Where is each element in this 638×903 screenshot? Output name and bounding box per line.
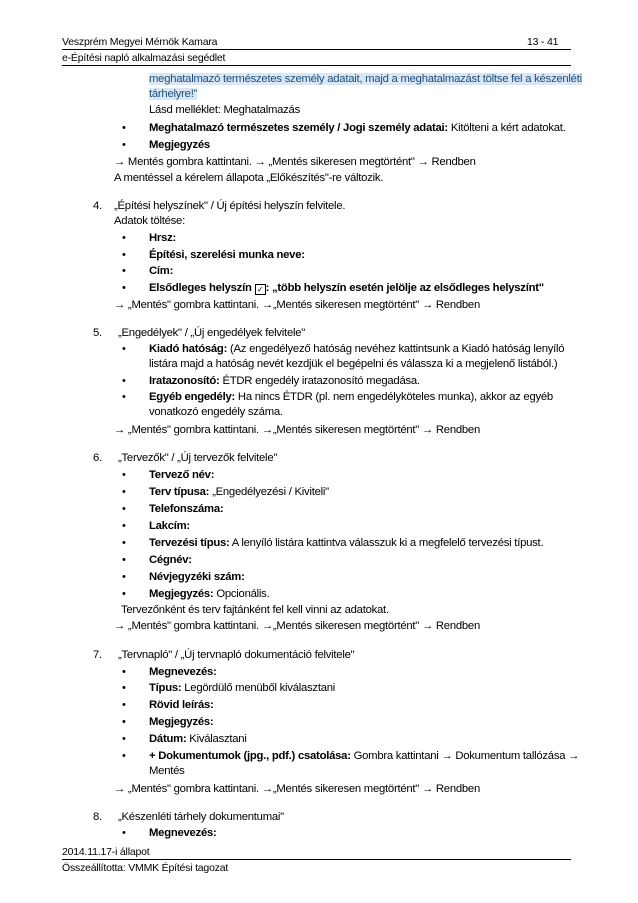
bullet-dot: • bbox=[122, 139, 126, 151]
bullet-dot: • bbox=[122, 469, 126, 481]
bullet-dot: • bbox=[122, 750, 126, 762]
bullet-dot: • bbox=[122, 699, 126, 711]
bullet-dot: • bbox=[122, 588, 126, 600]
bullet-dot: • bbox=[122, 265, 126, 277]
bullet-dot: • bbox=[122, 554, 126, 566]
section-5-title: „Engedélyek" / „Új engedélyek felvitele" bbox=[118, 327, 306, 339]
s7-item-attach-docs-cont: Mentés bbox=[149, 765, 185, 777]
s5-item-authority: Kiadó hatóság: (Az engedélyező hatóság nevéhez kattintsunk a Kiadó hatóság lenyíló bbox=[149, 343, 565, 355]
s7-item-date: Dátum: Kiválasztani bbox=[149, 733, 247, 745]
section-7-number: 7. bbox=[93, 649, 102, 661]
s6-item-designer-name: Tervező név: bbox=[149, 469, 215, 481]
s6-item-registry-number: Névjegyzéki szám: bbox=[149, 571, 245, 583]
s6-item-phone: Telefonszáma: bbox=[149, 503, 224, 515]
section-8-title: „Készenléti tárhely dokumentumai" bbox=[118, 811, 284, 823]
bullet-dot: • bbox=[122, 282, 126, 294]
bullet-dot: • bbox=[122, 503, 126, 515]
bullet-dot: • bbox=[122, 391, 126, 403]
bullet-dot: • bbox=[122, 537, 126, 549]
s5-item-authority-cont: listára majd a hatóság nevét kezdjük el begépelni és válassza ki a megjelenő listából.) bbox=[149, 358, 558, 370]
footer-rule bbox=[62, 859, 571, 860]
s4-item-address: Cím: bbox=[149, 265, 174, 277]
section-8-number: 8. bbox=[93, 811, 102, 823]
footer-author: Összeállította: VMMK Építési tagozat bbox=[62, 862, 229, 874]
header-rule bbox=[62, 49, 571, 50]
s7-item-type: Típus: Legördülő menüből kiválasztani bbox=[149, 682, 336, 694]
section-7-title: „Tervnapló" / „Új tervnapló dokumentáció felvitele" bbox=[118, 649, 355, 661]
bullet-dot: • bbox=[122, 827, 126, 839]
header-org: Veszprém Megyei Mérnök Kamara bbox=[62, 36, 218, 48]
s7-item-attach-docs: + Dokumentumok (jpg., pdf.) csatolása: Gombra kattintani → Dokumentum tallózása → bbox=[149, 750, 580, 762]
bullet-dot: • bbox=[122, 520, 126, 532]
section-6-title: „Tervezők" / „Új tervezők felvitele" bbox=[118, 452, 278, 464]
intro-item-2: Megjegyzés bbox=[149, 139, 210, 151]
s5-item-doc-id: Iratazonosító: ÉTDR engedély iratazonosító megadása. bbox=[149, 375, 420, 387]
section-6-note: Tervezőnként és terv fajtánként fel kell vinni az adatokat. bbox=[121, 604, 389, 616]
section-7-save-steps: → „Mentés" gombra kattintani. →„Mentés sikeresen megtörtént" → Rendben bbox=[114, 783, 480, 795]
section-6-save-steps: → „Mentés" gombra kattintani. →„Mentés sikeresen megtörtént" → Rendben bbox=[114, 620, 480, 632]
s6-item-company: Cégnév: bbox=[149, 554, 192, 566]
section-6-number: 6. bbox=[93, 452, 102, 464]
section-5-save-steps: → „Mentés" gombra kattintani. →„Mentés sikeresen megtörtént" → Rendben bbox=[114, 424, 480, 436]
s7-item-short-desc: Rövid leírás: bbox=[149, 699, 214, 711]
bullet-dot: • bbox=[122, 249, 126, 261]
s6-item-note: Megjegyzés: Opcionális. bbox=[149, 588, 270, 600]
bullet-dot: • bbox=[122, 486, 126, 498]
s4-item-primary-site: Elsődleges helyszín ✓ : „több helyszín esetén jelölje az elsődleges helyszínt" bbox=[149, 282, 544, 294]
s5-item-other-permit-cont: vonatkozó engedély száma. bbox=[149, 406, 283, 418]
s6-item-address: Lakcím: bbox=[149, 520, 190, 532]
intro-save-steps: → Mentés gombra kattintani. → „Mentés sikeresen megtörtént" → Rendben bbox=[114, 156, 476, 168]
footer-date: 2014.11.17-i állapot bbox=[62, 846, 150, 858]
s7-item-name: Megnevezés: bbox=[149, 666, 217, 678]
page-number: 13 - 41 bbox=[527, 36, 559, 48]
bullet-dot: • bbox=[122, 232, 126, 244]
section-4-title: „Építési helyszínek" / Új építési helyszín felvitele. bbox=[114, 200, 346, 212]
section-4-subtitle: Adatok töltése: bbox=[114, 215, 185, 227]
bullet-dot: • bbox=[122, 682, 126, 694]
bullet-dot: • bbox=[122, 733, 126, 745]
attachment-note: Lásd melléklet: Meghatalmazás bbox=[149, 104, 300, 116]
bullet-dot: • bbox=[122, 716, 126, 728]
bullet-dot: • bbox=[122, 375, 126, 387]
highlight-line-2: tárhelyre!" bbox=[149, 88, 198, 100]
section-5-number: 5. bbox=[93, 327, 102, 339]
checkbox-icon: ✓ bbox=[255, 284, 266, 295]
bullet-dot: • bbox=[122, 343, 126, 355]
s6-item-design-type: Tervezési típus: A lenyíló listára kattintva válasszuk ki a megfelelő tervezési típust. bbox=[149, 537, 544, 549]
highlight-line-1: meghatalmazó természetes személy adatait, majd a meghatalmazást töltse fel a készenléti bbox=[149, 73, 582, 85]
section-4-save-steps: → „Mentés" gombra kattintani. →„Mentés sikeresen megtörtént" → Rendben bbox=[114, 299, 480, 311]
section-4-number: 4. bbox=[93, 200, 102, 212]
s7-item-note: Megjegyzés: bbox=[149, 716, 214, 728]
bullet-dot: • bbox=[122, 571, 126, 583]
intro-item-1: Meghatalmazó természetes személy / Jogi személy adatai: Kitölteni a kért adatokat. bbox=[149, 122, 566, 134]
s6-item-plan-type: Terv típusa: „Engedélyezési / Kiviteli" bbox=[149, 486, 329, 498]
s8-item-name: Megnevezés: bbox=[149, 827, 217, 839]
s5-item-other-permit: Egyéb engedély: Ha nincs ÉTDR (pl. nem engedélyköteles munka), akkor az egyéb bbox=[149, 391, 553, 403]
bullet-dot: • bbox=[122, 122, 126, 134]
s4-item-work-name: Építési, szerelési munka neve: bbox=[149, 249, 305, 261]
s4-item-hrsz: Hrsz: bbox=[149, 232, 176, 244]
intro-status-note: A mentéssel a kérelem állapota „Előkészítés"-re változik. bbox=[114, 172, 384, 184]
header-subtitle: e-Építési napló alkalmazási segédlet bbox=[62, 52, 226, 64]
header-rule-2 bbox=[62, 65, 571, 66]
bullet-dot: • bbox=[122, 666, 126, 678]
